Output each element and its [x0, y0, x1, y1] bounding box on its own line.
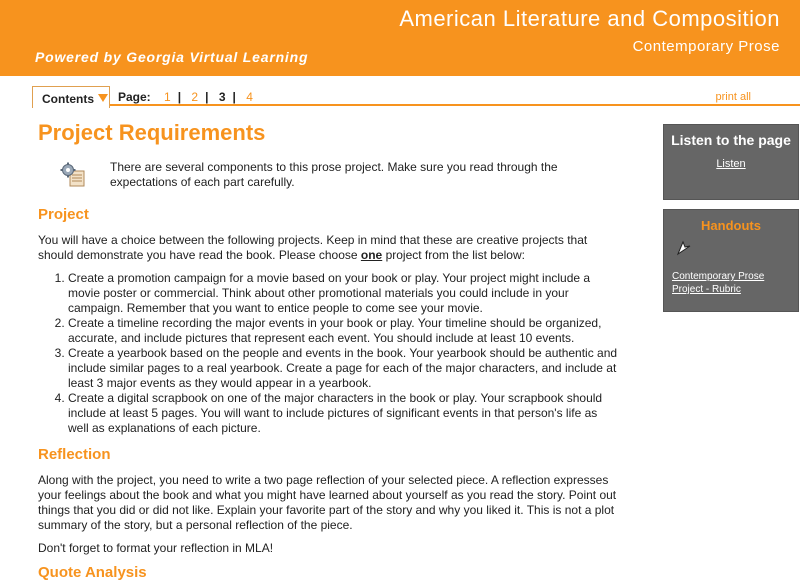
intro-block — [38, 156, 618, 200]
list-item: 4. Create a digital scrapbook on one of the major characters in the book or play. Your scrapbook should include at least 5 pages. You will want to include pictures of significant events in that person's life as well as explanations of each picture. — [68, 391, 618, 436]
page-link-1[interactable]: 1 — [164, 90, 171, 104]
list-item: 1. Create a promotion campaign for a movie based on your book or play. Your project might include a movie poster or commercial. Think about other promotional materials you could include in your campaign. Remember that you want to entice people to come see your movie. — [68, 271, 618, 316]
quote-analysis-heading: Quote Analysis — [38, 564, 147, 581]
project-intro: You will have a choice between the following projects. Keep in mind that these are creative projects that should demonstrate you have read the book. Please choose one project from the list below: — [38, 233, 588, 262]
page-label: Page: — [118, 90, 151, 104]
site-header — [0, 0, 800, 76]
pointer-arrow-icon — [674, 238, 692, 256]
contents-label: Contents — [42, 92, 94, 106]
pager: Page: 1 | 2 | 3 | 4 — [118, 90, 253, 104]
course-title: American Literature and Composition — [399, 6, 780, 31]
emphasis-one: one — [360, 248, 383, 262]
powered-by-logo: Powered by Georgia Virtual Learning — [35, 49, 309, 65]
rubric-handout-link[interactable]: Contemporary Prose Project - Rubric — [672, 271, 765, 295]
handouts-title: Handouts — [701, 218, 761, 233]
main-content — [38, 120, 618, 588]
contents-dropdown[interactable] — [32, 86, 110, 108]
nav-bar — [32, 86, 800, 106]
project-list — [68, 271, 618, 436]
handouts-box — [663, 209, 799, 312]
list-item: 2. Create a timeline recording the major events in your book or play. Your timeline should be organized, accurate, and include pictures that represent each event. You should include at least 10 events. — [68, 316, 618, 346]
reflection-text: Along with the project, you need to write a two page reflection of your selected piece. A reflection expresses your feelings about the book and what you might have learned about yourself as you read the story. Point out things that you did or did not like. Explain your favorite part of the story and why you liked it. This is not a plot summary of the story, but a personal reflection of the piece. — [38, 473, 617, 532]
mla-note: Don't forget to format your reflection in MLA! — [38, 541, 274, 555]
page-current-3: 3 — [218, 90, 226, 104]
listen-link[interactable]: Listen — [716, 158, 746, 170]
page-link-2[interactable]: 2 — [191, 90, 199, 104]
project-heading: Project — [38, 206, 89, 223]
gear-document-icon — [60, 162, 86, 188]
intro-text: There are several components to this prose project. Make sure you read through the expectations of each part carefully. — [110, 160, 558, 189]
print-all-link[interactable]: print all — [715, 91, 751, 103]
reflection-heading: Reflection — [38, 446, 111, 463]
page-link-4[interactable]: 4 — [246, 90, 253, 104]
chevron-down-icon[interactable] — [98, 94, 108, 102]
listen-box — [663, 124, 799, 200]
list-item: 3. Create a yearbook based on the people and events in the book. Your yearbook should be authentic and include similar pages to a real yearbook. Create a page for each of the major characters, and include at least 3 major events as they would appear in a yearbook. — [68, 346, 618, 391]
page-title: Project Requirements — [38, 120, 266, 145]
listen-title: Listen to the page — [671, 132, 791, 148]
unit-subtitle: Contemporary Prose — [632, 38, 780, 55]
